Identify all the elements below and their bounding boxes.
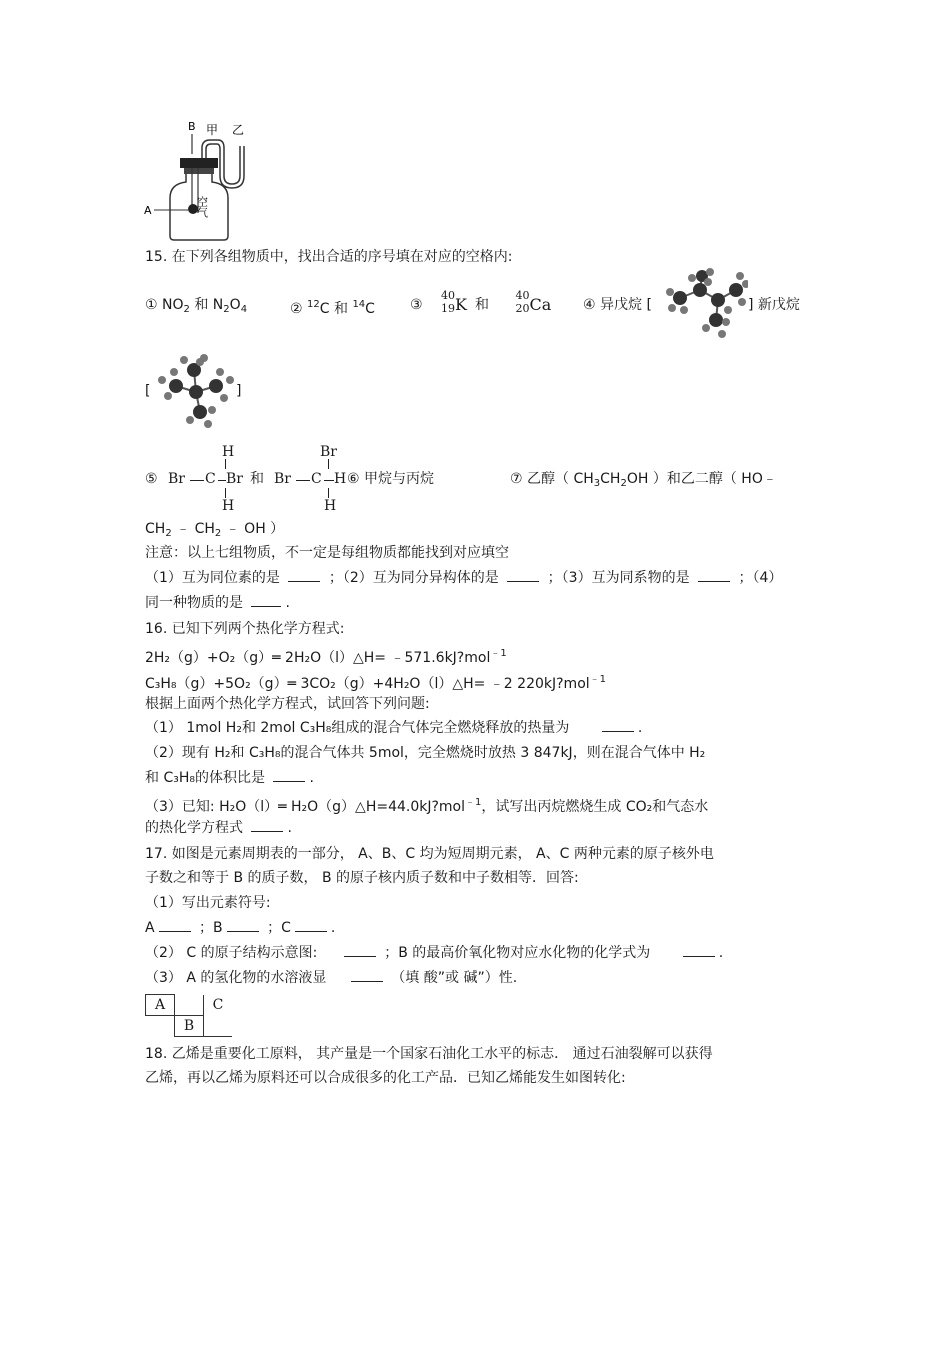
q17-p3-tail: （填 酸”或 碱”）性. <box>391 970 518 986</box>
q15-opt2 <box>290 296 375 318</box>
cell-a: A <box>146 995 175 1016</box>
q16-p3b-end: . <box>287 820 292 836</box>
isotope-ca-mass: 40 <box>515 289 530 302</box>
opt2-a-sup: 12 <box>307 299 320 310</box>
q17-p1: （1）写出元素符号: <box>145 895 271 911</box>
eq2-text: C₃H₈（g）+5O₂（g）═ 3CO₂（g）+4H₂O（l）△H= ﹣2 220kJ?mol <box>145 676 590 692</box>
figure-label-b: B <box>188 120 196 133</box>
opt5-num: ⑤ <box>145 471 158 487</box>
struct2-br-left: Br <box>274 471 291 487</box>
blank-thermo-eq[interactable] <box>251 819 283 832</box>
opt2-b: C <box>365 301 375 317</box>
opt1-and: 和 <box>194 297 209 313</box>
opt2-a: C <box>319 301 330 317</box>
opt3-num: ③ <box>410 297 423 313</box>
struct2-br-top: Br <box>320 444 337 460</box>
q17-p1b-end: . <box>330 920 336 936</box>
opt2-and: 和 <box>333 301 348 317</box>
figure-label-jia: 甲 <box>206 123 219 137</box>
opt7-line2-a: CH <box>145 521 166 537</box>
opt4-close: ] 新戊烷 <box>748 297 800 313</box>
eq1-sup: ﹣1 <box>490 648 507 659</box>
q15-opt7: ⑦ 乙醇（ $CH_3CH_2OH$ ）和乙二醇（ HO﹣ <box>510 471 777 489</box>
blank-b-symbol[interactable] <box>227 919 259 932</box>
q15-note: 注意：以上七组物质，不一定是每组物质都能找到对应填空 <box>145 545 509 561</box>
q17-heading2: 子数之和等于 B 的质子数， B 的原子核内质子数和中子数相等．回答: <box>145 870 579 886</box>
isotope-k-mass: 40 <box>441 289 456 302</box>
neopentane-model <box>154 352 238 432</box>
isotope-k-symbol: K <box>455 295 467 314</box>
q16-p3b-text: 的热化学方程式 <box>145 820 243 836</box>
opt7-text: 乙醇（ CH <box>527 471 594 487</box>
q15-opt3 <box>410 289 559 318</box>
q15-options-row1 <box>145 296 247 319</box>
q15-heading: 15. 在下列各组物质中，找出合适的序号填在对应的空格内: <box>145 249 513 265</box>
struct2-c: C <box>311 471 322 487</box>
struct-formula-2 <box>272 444 352 516</box>
q17-p2-text: （2） C 的原子结构示意图: <box>145 945 318 961</box>
q16-p1-text: （1） 1mol H₂和 2mol C₃H₈组成的混合气体完全燃烧释放的热量为 <box>145 720 570 736</box>
q17-heading: 17. 如图是元素周期表的一部分， A、B、C 均为短周期元素， A、C 两种元素的原子核外电 <box>145 846 714 862</box>
blank-heat[interactable] <box>602 719 634 732</box>
q16-p3b <box>145 819 292 837</box>
blank-homologs[interactable] <box>698 569 730 582</box>
q17-c-label: ；C <box>267 920 291 936</box>
eq2-sup: ﹣1 <box>589 674 607 685</box>
isotope-ca-z: 20 <box>515 302 530 315</box>
q15-opt6 <box>347 470 434 488</box>
struct1-br-left: Br <box>168 471 185 487</box>
struct1-h-top: H <box>222 444 235 460</box>
q15-ask5 <box>145 594 290 612</box>
blank-a-symbol[interactable] <box>159 919 191 932</box>
isotope-ca-symbol: Ca <box>529 295 552 314</box>
opt4b-open: [ <box>145 383 151 399</box>
opt7-num: ⑦ <box>510 471 523 487</box>
struct1-c: C <box>205 471 216 487</box>
opt7-t3: OH ）和乙二醇（ HO﹣ <box>626 471 777 487</box>
blank-acid-base[interactable] <box>351 969 383 982</box>
opt4b-close: ] <box>236 383 242 399</box>
q16-p3-tail: ，试写出丙烷燃烧生成 CO₂和气态水 <box>481 799 709 815</box>
apparatus-figure <box>140 118 260 243</box>
q16-p2b-text: 和 C₃H₈的体积比是 <box>145 770 265 786</box>
q17-p1b <box>145 919 335 937</box>
blank-same-substance[interactable] <box>251 594 281 607</box>
opt2-b-sup: 14 <box>352 299 366 310</box>
blank-atom-diagram[interactable] <box>344 944 376 957</box>
q18-line1: 18. 乙烯是重要化工原料， 其产量是一个国家石油化工水平的标志． 通过石油裂解可以获得 <box>145 1046 713 1062</box>
q16-eq2 <box>145 671 606 693</box>
ask2: ；（2）互为同分异构体的是 <box>328 570 499 586</box>
q16-eq1 <box>145 645 507 667</box>
q15-opt4 <box>583 296 652 314</box>
q18-line2: 乙烯，再以乙烯为原料还可以合成很多的化工产品．已知乙烯能发生如图转化: <box>145 1070 626 1086</box>
opt4-num: ④ <box>583 297 596 313</box>
blank-isotopes[interactable] <box>288 569 320 582</box>
blank-isomers[interactable] <box>507 569 539 582</box>
q16-p3-text: （3）已知: H₂O（l）═ H₂O（g）△H=44.0kJ?mol <box>145 799 466 815</box>
ask3: ；（3）互为同系物的是 <box>547 570 690 586</box>
periodic-table-fragment <box>145 994 232 1037</box>
cell-b: B <box>175 1016 204 1037</box>
q17-a-label: A <box>145 920 155 936</box>
eq1-text: 2H₂（g）+O₂（g）═ 2H₂O（l）△H= ﹣571.6kJ?mol <box>145 650 491 666</box>
q16-p1 <box>145 719 642 737</box>
opt3-and: 和 <box>475 297 490 313</box>
q17-b-label: ；B <box>199 920 223 936</box>
ask4: ；（4） <box>738 570 783 586</box>
opt6-text: 甲烷与丙烷 <box>364 471 435 487</box>
struct2-h-right: H <box>334 471 347 487</box>
opt4-text: 异戊烷 [ <box>600 297 652 313</box>
struct2-h-bottom: H <box>324 498 337 514</box>
opt1-b: N <box>212 297 224 313</box>
isopentane-model <box>662 268 748 340</box>
q16-p1-end: . <box>637 720 643 736</box>
figure-label-yi: 乙 <box>232 123 245 137</box>
isotope-k-z: 19 <box>441 302 456 315</box>
q16-p2b-end: . <box>309 770 314 786</box>
cell-c: C <box>204 995 233 1016</box>
q17-p3 <box>145 969 517 987</box>
q17-p3-text: （3） A 的氢化物的水溶液显 <box>145 970 327 986</box>
q16-p2: （2）现有 H₂和 C₃H₈的混合气体共 5mol，完全燃烧时放热 3 847kJ，则在混合气体中 H₂ <box>145 745 706 761</box>
opt7-t2: CH <box>600 471 621 487</box>
opt6-num: ⑥ <box>347 471 360 487</box>
opt7-line2-c: ﹣ OH ） <box>225 521 285 537</box>
q16-heading: 16. 已知下列两个热化学方程式: <box>145 621 345 637</box>
opt1-num: ① <box>145 297 158 313</box>
isotope-ca <box>515 289 559 318</box>
q16-p2b <box>145 769 314 787</box>
ask5: 同一种物质的是 <box>145 595 243 611</box>
opt5-and: 和 <box>250 471 264 487</box>
opt1-a: NO <box>162 297 184 313</box>
opt1-b-sub1: 2 <box>223 304 230 315</box>
opt1-a-sub: 2 <box>183 304 190 315</box>
q17-p2-end: . <box>718 945 724 961</box>
opt7-line2-b: ﹣ CH <box>176 521 215 537</box>
struct1-br-right: Br <box>226 471 243 487</box>
blank-hydroxide-formula[interactable] <box>683 944 715 957</box>
opt1-b-sub2: 4 <box>240 304 248 315</box>
q16-intro: 根据上面两个热化学方程式，试回答下列问题: <box>145 696 430 712</box>
opt2-num: ② <box>290 301 303 317</box>
isotope-k <box>441 289 475 318</box>
blank-volume-ratio[interactable] <box>273 769 305 782</box>
q16-p3 <box>145 794 708 816</box>
struct1-h-bottom: H <box>222 498 235 514</box>
figure-label-air: 空气 <box>195 196 209 218</box>
blank-c-symbol[interactable] <box>295 919 327 932</box>
q16-p3-sup: ﹣1 <box>465 797 482 808</box>
figure-label-a: A <box>144 204 152 217</box>
ask1: （1）互为同位素的是 <box>145 570 280 586</box>
q15-asks <box>145 569 782 587</box>
opt7-line2: $CH_2$ ﹣ $CH_2$ ﹣ OH ） <box>145 521 285 539</box>
ask5-end: . <box>285 595 290 611</box>
q17-p2-mid: ；B 的最高价氧化物对应水化物的化学式为 <box>384 945 651 961</box>
opt1-b-mid: O <box>229 297 241 313</box>
q17-p2 <box>145 944 723 962</box>
struct-formula-1 <box>166 444 250 516</box>
